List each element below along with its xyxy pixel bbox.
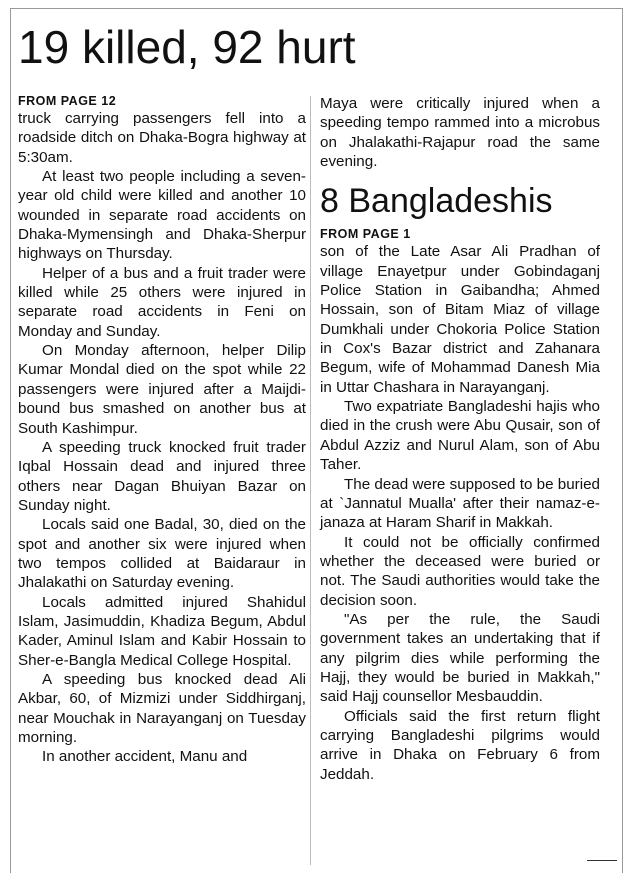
page-border-left — [10, 8, 11, 873]
right-column — [320, 94, 600, 784]
story2-paragraph: son of the Late Asar Ali Pradhan of village Enayetpur under Gobindaganj Police Station in Gaibandha; Ahmed Hossain, son of Bitam Miaz of village Dumkhali under Chokoria Police Station in Cox's Bazar district and Zahanara Begum, wife of Mohammad Danesh Mia in Uttar Chashara in Narayanganj. — [320, 243, 600, 396]
story2-paragraph: It could not be officially confirmed whether the deceased were buried or not. The Saudi authorities would take the decision soon. — [320, 533, 600, 609]
page-border-top — [10, 8, 623, 9]
column-divider — [310, 96, 311, 865]
story2-headline: 8 Bangladeshis — [320, 182, 553, 221]
story2-paragraph: "As per the rule, the Saudi government takes an undertaking that if any pilgrim dies while performing the Hajj, they would be buried in Makkah," said Hajj counsellor Mesbauddin. — [320, 610, 600, 706]
story1-column-left — [18, 94, 306, 767]
story1-headline: 19 killed, 92 hurt — [18, 21, 356, 73]
story2-paragraph: Officials said the first return flight carrying Bangladeshi pilgrims would arrive in Dhaka on February 6 from Jeddah. — [320, 707, 600, 783]
story1-paragraph-continued: Maya were critically injured when a speeding tempo rammed into a microbus on Jhalakathi-Rajapur road the same evening. — [320, 95, 600, 171]
story1-paragraph: Locals said one Badal, 30, died on the spot and another six were injured when two tempos collided at Baidaraur in Jhalakathi on Saturday evening. — [18, 516, 306, 592]
page-border-right — [622, 8, 623, 873]
story1-paragraph: On Monday afternoon, helper Dilip Kumar Mondal died on the spot while 22 passengers were injured after a Maijdi-bound bus smashed on another bus at South Kashimpur. — [18, 342, 306, 437]
story1-paragraph: At least two people including a seven-year old child were killed and another 10 wounded in separate road accidents on Dhaka-Mymensingh and Dhaka-Sherpur highways on Thursday. — [18, 168, 306, 263]
story1-paragraph: In another accident, Manu and — [42, 748, 248, 766]
story1-paragraph: truck carrying passengers fell into a roadside ditch on Dhaka-Bogra highway at 5:30am. — [18, 110, 306, 166]
story1-paragraph: Locals admitted injured Shahidul Islam, Jasimuddin, Khadiza Begum, Abdul Kader, Aminul Islam and Kabir Hossain to Sher-e-Bangla Medical College Hospital. — [18, 593, 306, 669]
story1-jump-line: FROM PAGE 12 — [18, 94, 117, 108]
story1-paragraph: A speeding bus knocked dead Ali Akbar, 60, of Mizmizi under Siddhirganj, near Mouchak in Narayanganj on Tuesday morning. — [18, 670, 306, 746]
story2-paragraph: Two expatriate Bangladeshi hajis who died in the crush were Abu Qusair, son of Abdul Azziz and Nurul Alam, son of Abu Taher. — [320, 398, 600, 474]
story1-paragraph: A speeding truck knocked fruit trader Iqbal Hossain dead and injured three others near Dagan Bhuiyan Bazar on Sunday night. — [18, 438, 306, 514]
story2-paragraph: The dead were supposed to be buried at `Jannatul Mualla' after their namaz-e-janaza at Haram Sharif in Makkah. — [320, 475, 600, 532]
end-rule — [587, 860, 617, 861]
story2-jump-line: FROM PAGE 1 — [320, 227, 411, 242]
story1-paragraph: Helper of a bus and a fruit trader were killed while 25 others were injured in separate road accidents in Feni on Monday and Sunday. — [18, 264, 306, 340]
